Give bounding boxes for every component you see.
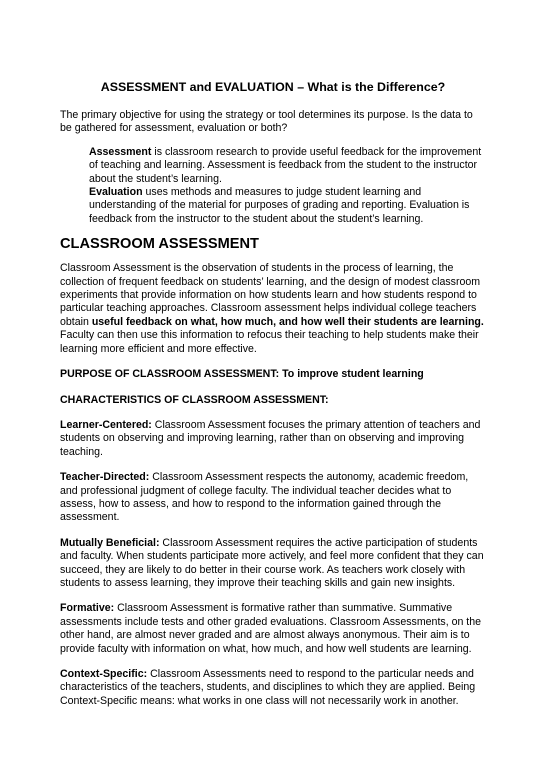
section-intro-paragraph: [60, 262, 486, 356]
page-title: ASSESSMENT and EVALUATION – What is the Difference?: [100, 80, 446, 94]
assessment-definition: [89, 146, 486, 186]
characteristic-text: Classroom Assessment respects the autonomy, academic freedom, and professional judgment of college faculty. The individual teacher decides what to assess, how to assess, and how to respond to the information gained through the assessment.: [60, 471, 469, 524]
characteristic-formative: [60, 602, 486, 656]
characteristic-text: Classroom Assessment focuses the primary attention of teachers and students on observing and improving learning, rather than on observing and improving teaching.: [60, 418, 481, 458]
characteristic-term: Teacher-Directed:: [60, 471, 150, 484]
evaluation-definition: [89, 186, 486, 226]
characteristic-term: Mutually Beneficial:: [60, 536, 160, 549]
characteristics-heading: CHARACTERISTICS OF CLASSROOM ASSESSMENT:: [60, 393, 329, 406]
characteristic-text: Classroom Assessment is formative rather than summative. Summative assessments include tests and other graded evaluations. Classroom Assessments, on the other hand, are almost never graded and are almost always anonymous. Their aim is to provide faculty with information on what, how much, and how well students are learning.: [60, 602, 482, 655]
characteristic-term: Context-Specific:: [60, 668, 148, 680]
section-heading: CLASSROOM ASSESSMENT: [60, 236, 259, 253]
definitions-block: [60, 146, 486, 226]
section-intro-bold: useful feedback on what, how much, and how well their students are learning.: [91, 315, 484, 328]
characteristic-text: Classroom Assessments need to respond to the particular needs and characteristics of the teachers, students, and disciplines to which they are applied. Being Context-Specific means: what works in one class will not necessarily work in another.: [60, 668, 476, 707]
characteristic-context-specific: [60, 668, 486, 708]
evaluation-term: Evaluation: [89, 186, 143, 199]
characteristic-text: Classroom Assessment requires the active participation of students and faculty. When students participate more actively, and feel more confident that they can succeed, they are likely to do better in their course work. As teachers work closely with students to assess learning, they improve their teaching skills and gain new insights.: [60, 536, 484, 589]
characteristic-learner-centered: [60, 419, 486, 459]
characteristic-teacher-directed: [60, 471, 486, 525]
intro-paragraph: The primary objective for using the strategy or tool determines its purpose. Is the data to be gathered for assessment, evaluation or both?: [60, 109, 473, 135]
evaluation-text: uses methods and measures to judge student learning and understanding of the material for purposes of grading and reporting. Evaluation is feedback from the instructor to the student about the student’s learning.: [89, 186, 470, 225]
section-intro-text-before: Classroom Assessment is the observation of students in the process of learning, the collection of frequent feedback on students’ learning, and the design of modest classroom experiments that provide information on how students learn and how students respond to particular teaching approaches. Classroom assessment helps individual college teachers obtain: [60, 262, 481, 328]
characteristic-mutually-beneficial: [60, 537, 486, 591]
characteristic-term: Formative:: [60, 602, 115, 615]
section-intro-text-after: Faculty can then use this information to refocus their teaching to help students make their learning more efficient and more effective.: [60, 329, 479, 355]
purpose-heading: PURPOSE OF CLASSROOM ASSESSMENT: To improve student learning: [60, 368, 424, 381]
assessment-term: Assessment: [89, 145, 152, 158]
assessment-text: is classroom research to provide useful feedback for the improvement of teaching and learning. Assessment is feedback from the student to the instructor about the student’s learning.: [89, 145, 482, 185]
characteristic-term: Learner-Centered:: [60, 418, 152, 431]
